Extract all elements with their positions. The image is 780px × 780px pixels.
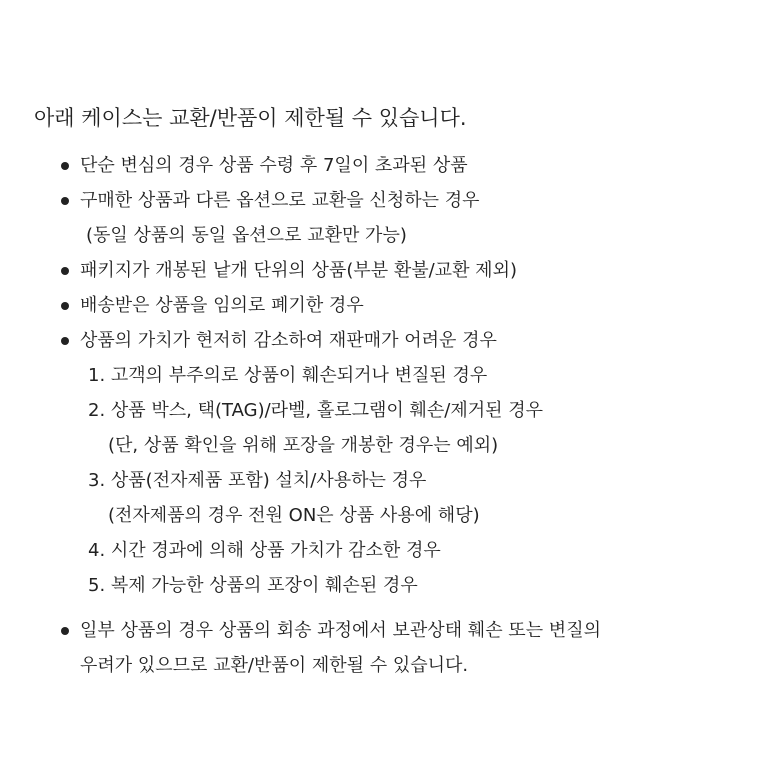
bullet-dot	[61, 627, 69, 635]
restriction-item	[34, 288, 764, 323]
sub-item	[80, 533, 764, 568]
restriction-item	[34, 183, 764, 253]
sub-item-text: 4. 시간 경과에 의해 상품 가치가 감소한 경우	[88, 540, 441, 561]
bullet-dot	[61, 337, 69, 345]
bullet-dot	[61, 302, 69, 310]
restriction-item-text: 상품의 가치가 현저히 감소하여 재판매가 어려운 경우	[80, 330, 497, 351]
sub-item-note: (전자제품의 경우 전원 ON은 상품 사용에 해당)	[108, 505, 480, 526]
restriction-item-text: 단순 변심의 경우 상품 수령 후 7일이 초과된 상품	[80, 155, 468, 176]
sub-item-note: (단, 상품 확인을 위해 포장을 개봉한 경우는 예외)	[108, 435, 499, 456]
return-restriction-notice	[34, 100, 764, 683]
sub-item-text: 5. 복제 가능한 상품의 포장이 훼손된 경우	[88, 575, 418, 596]
sub-item-text: 1. 고객의 부주의로 상품이 훼손되거나 변질된 경우	[88, 365, 488, 386]
restriction-item	[34, 323, 764, 603]
value-loss-sublist	[80, 358, 764, 603]
sub-item	[80, 358, 764, 393]
restriction-item	[34, 148, 764, 183]
sub-item	[80, 568, 764, 603]
restriction-item-text: 일부 상품의 경우 상품의 회송 과정에서 보관상태 훼손 또는 변질의	[80, 620, 601, 641]
restriction-item-note: 우려가 있으므로 교환/반품이 제한될 수 있습니다.	[80, 655, 469, 676]
bullet-dot	[61, 162, 69, 170]
sub-item	[80, 463, 764, 533]
bullet-dot	[61, 267, 69, 275]
restriction-item	[34, 613, 764, 683]
sub-item	[80, 393, 764, 463]
restriction-item-text: 구매한 상품과 다른 옵션으로 교환을 신청하는 경우	[80, 190, 480, 211]
restriction-item	[34, 253, 764, 288]
bullet-dot	[61, 197, 69, 205]
sub-item-text: 2. 상품 박스, 택(TAG)/라벨, 홀로그램이 훼손/제거된 경우	[88, 400, 544, 421]
restriction-item-text: 패키지가 개봉된 낱개 단위의 상품(부분 환불/교환 제외)	[80, 260, 517, 281]
restriction-item-note: (동일 상품의 동일 옵션으로 교환만 가능)	[86, 225, 407, 246]
sub-item-text: 3. 상품(전자제품 포함) 설치/사용하는 경우	[88, 470, 427, 491]
restriction-item-text: 배송받은 상품을 임의로 폐기한 경우	[80, 295, 364, 316]
restriction-list	[34, 148, 764, 683]
notice-heading: 아래 케이스는 교환/반품이 제한될 수 있습니다.	[34, 106, 467, 130]
